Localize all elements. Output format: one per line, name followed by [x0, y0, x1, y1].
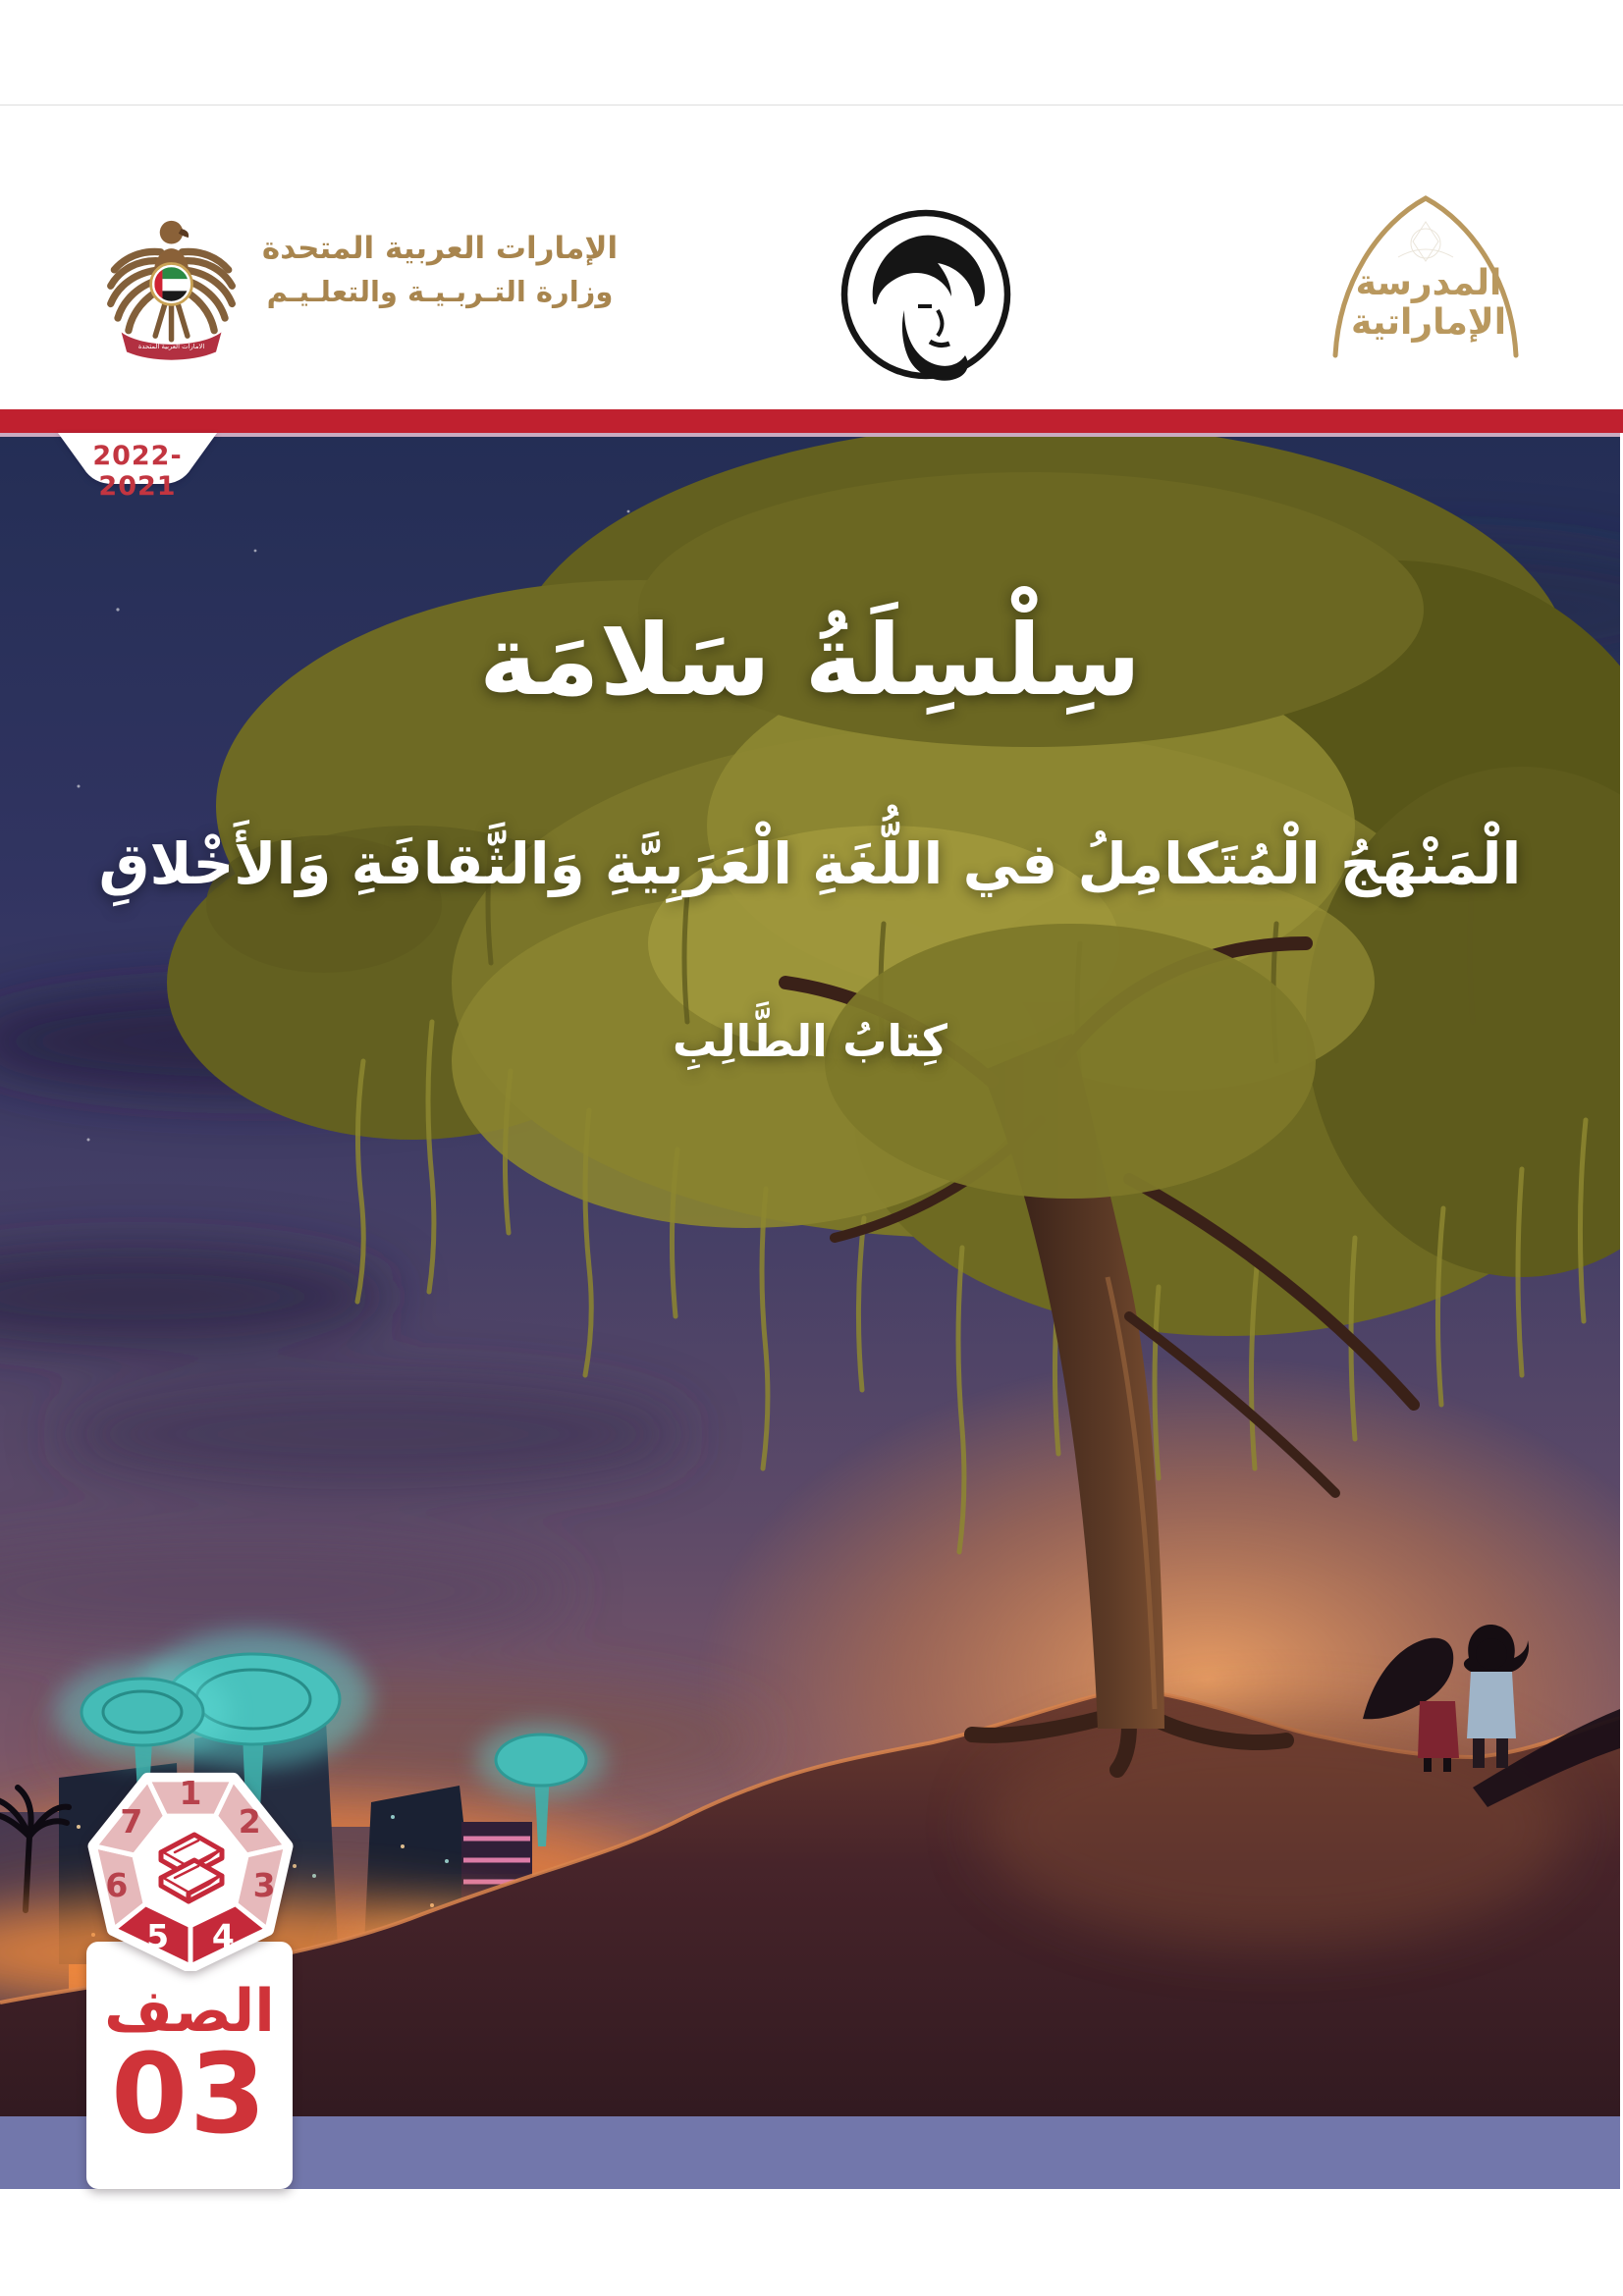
series-title: سِلْسِلَةُ سَلامَة: [478, 603, 1142, 718]
svg-text:7: 7: [120, 1802, 143, 1841]
zayed-portrait-icon: [839, 208, 1012, 381]
svg-text:2: 2: [238, 1802, 261, 1841]
country-name-text: الإمارات العربية المتحدة: [261, 231, 619, 266]
book-type-label: كِتابُ الطَّالِبِ: [673, 1015, 947, 1067]
header-divider-line: [0, 104, 1623, 106]
ministry-name-text: وزارة التـربـيـة والتعلـيـم: [266, 274, 614, 308]
grade-number: 03: [111, 2031, 268, 2159]
grade-wheel-icon: [84, 1765, 297, 1971]
svg-text:1: 1: [179, 1774, 202, 1812]
ministry-wordmark: [251, 232, 628, 308]
curriculum-subtitle: الْمَنْهَجُ الْمُتَكامِلُ في اللُّغَةِ الْعَرَبِيَّةِ وَالثَّقافَةِ وَالأَخْلاقِ: [98, 830, 1522, 897]
emirati-school-logo: [1327, 188, 1524, 361]
school-logo-line1: المدرسة: [1355, 263, 1502, 303]
grade-card: [86, 1942, 293, 2189]
emblem-banner-text: الامارات العربية المتحدة: [137, 342, 205, 350]
svg-text:5: 5: [146, 1917, 170, 1955]
year-badge-label: 2022-2021: [92, 441, 183, 502]
school-logo-line2: الإماراتية: [1350, 302, 1507, 343]
red-accent-band: [0, 409, 1623, 433]
photo-top-hairline: [0, 433, 1620, 437]
svg-text:3: 3: [252, 1866, 276, 1904]
svg-text:6: 6: [105, 1866, 129, 1904]
uae-falcon-emblem-icon: [98, 204, 245, 363]
svg-text:4: 4: [211, 1917, 235, 1955]
grade-label: الصف: [104, 1977, 275, 2046]
